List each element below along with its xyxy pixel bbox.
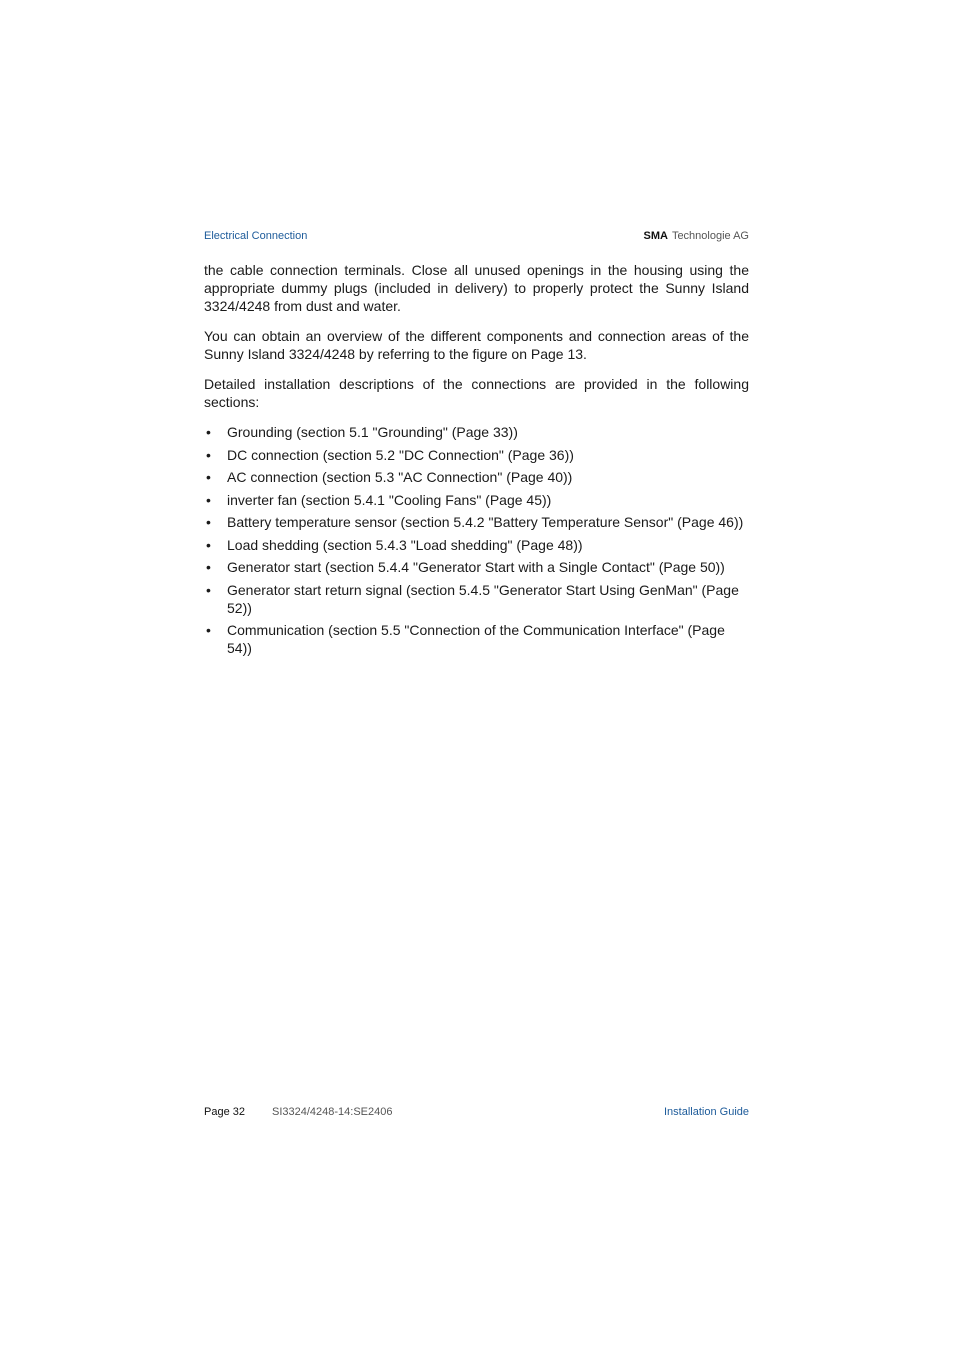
list-item-text: AC connection (section 5.3 "AC Connection" (Page 40))	[227, 469, 573, 485]
guide-title: Installation Guide	[664, 1106, 749, 1118]
list-item-text: Battery temperature sensor (section 5.4.2 "Battery Temperature Sensor" (Page 46))	[227, 514, 744, 530]
bullet-marker: •	[206, 536, 211, 553]
list-item-text: Generator start return signal (section 5.4.5 "Generator Start Using GenMan" (Page 52))	[227, 581, 739, 616]
list-item-text: Communication (section 5.5 "Connection of the Communication Interface" (Page 54))	[227, 622, 725, 656]
list-item	[204, 491, 749, 509]
bullet-marker: •	[206, 491, 211, 508]
bullet-marker: •	[206, 514, 211, 530]
header-brand: SMA	[643, 230, 668, 242]
list-item	[204, 558, 749, 576]
list-item	[204, 581, 749, 617]
list-item	[204, 513, 749, 531]
list-item	[204, 446, 749, 464]
page-footer	[204, 1106, 749, 1122]
list-item	[204, 621, 749, 657]
header-company-name: Technologie AG	[671, 230, 749, 242]
bullet-marker: •	[206, 469, 211, 485]
document-id: SI3324/4248-14:SE2406	[272, 1106, 393, 1118]
list-item-text: Grounding (section 5.1 "Grounding" (Page 33))	[227, 424, 518, 440]
bullet-marker: •	[206, 424, 211, 440]
bullet-marker: •	[206, 559, 211, 575]
header-company	[643, 230, 749, 242]
paragraph-3: Detailed installation descriptions of the connections are provided in the following sections:	[204, 376, 749, 410]
bullet-marker: •	[206, 622, 211, 638]
connection-list	[204, 423, 749, 657]
header-section-title: Electrical Connection	[204, 230, 308, 242]
bullet-marker: •	[206, 446, 211, 463]
paragraph-1: the cable connection terminals. Close all unused openings in the housing using the appropriate dummy plugs (included in delivery) to properly protect the Sunny Island 3324/4248 from dust and water.	[204, 262, 749, 314]
paragraph-2: You can obtain an overview of the different components and connection areas of the Sunny Island 3324/4248 by referring to the figure on Page 13.	[204, 328, 749, 362]
list-item-text: Load shedding (section 5.4.3 "Load shedding" (Page 48))	[227, 536, 583, 553]
list-item-text: Generator start (section 5.4.4 "Generator Start with a Single Contact" (Page 50))	[227, 559, 725, 575]
list-item	[204, 536, 749, 554]
page-number: Page 32	[204, 1106, 245, 1118]
list-item	[204, 468, 749, 486]
list-item-text: inverter fan (section 5.4.1 "Cooling Fans" (Page 45))	[227, 491, 552, 508]
page-content	[204, 261, 749, 662]
list-item	[204, 423, 749, 441]
list-item-text: DC connection (section 5.2 "DC Connection" (Page 36))	[227, 446, 574, 463]
bullet-marker: •	[206, 581, 211, 598]
page-header	[204, 230, 749, 246]
